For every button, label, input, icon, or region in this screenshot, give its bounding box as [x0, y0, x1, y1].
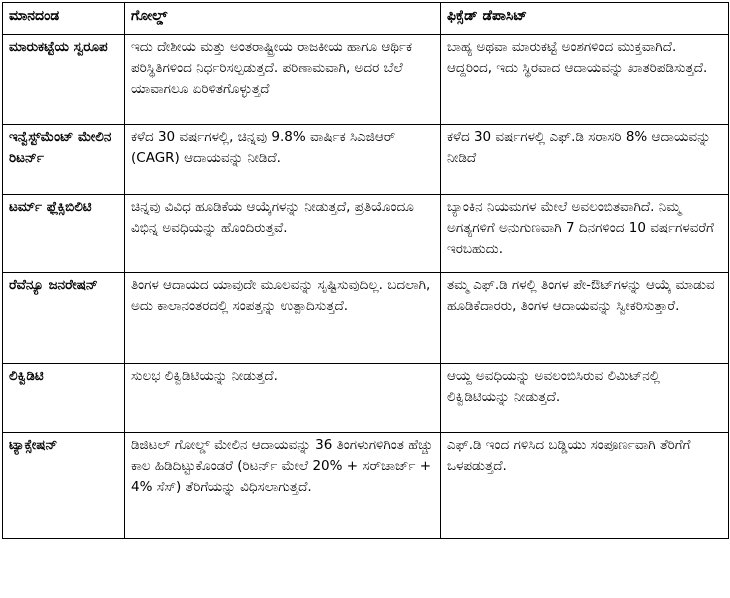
- criteria-cell: ಟ್ಯಾಕ್ಸೇಷನ್: [3, 433, 125, 539]
- gold-cell: ಕಳೆದ 30 ವರ್ಷಗಳಲ್ಲಿ, ಚಿನ್ನವು 9.8% ವಾರ್ಷಿಕ ಸಿಎಜಿಆರ್ (CAGR) ಆದಾಯವನ್ನು ನೀಡಿದೆ.: [125, 125, 441, 195]
- header-fixed-deposit: ಫಿಕ್ಸೆಡ್ ಡೆಪಾಸಿಟ್: [441, 3, 729, 35]
- criteria-cell: ರೆವೆನ್ಯೂ ಜನರೇಷನ್: [3, 273, 125, 364]
- fd-cell: ಎಫ್.ಡಿ ಇಂದ ಗಳಿಸಿದ ಬಡ್ಡಿಯು ಸಂಪೂರ್ಣವಾಗಿ ತೆರಿಗೆಗೆ ಒಳಪಡುತ್ತದೆ.: [441, 433, 729, 539]
- criteria-cell: ಮಾರುಕಟ್ಟೆಯ ಸ್ವರೂಪ: [3, 35, 125, 125]
- gold-cell: ತಿಂಗಳ ಆದಾಯದ ಯಾವುದೇ ಮೂಲವನ್ನು ಸೃಷ್ಟಿಸುವುದಿಲ್ಲ. ಬದಲಾಗಿ, ಅದು ಕಾಲಾನಂತರದಲ್ಲಿ ಸಂಪತ್ತನ್ನು ಉತ್ಪಾದಿಸುತ್ತದೆ.: [125, 273, 441, 364]
- table-row: [3, 364, 729, 433]
- fd-cell: ಆಯ್ದ ಅವಧಿಯನ್ನು ಅವಲಂಬಿಸಿರುವ ಲಿಮಿಟ್‌ನಲ್ಲಿ ಲಿಕ್ವಿಡಿಟಿಯನ್ನು ನೀಡುತ್ತದೆ.: [441, 364, 729, 433]
- gold-cell: ಸುಲಭ ಲಿಕ್ವಿಡಿಟಿಯನ್ನು ನೀಡುತ್ತದೆ.: [125, 364, 441, 433]
- table-row: [3, 195, 729, 273]
- header-row: [3, 3, 729, 35]
- fd-cell: ತಮ್ಮ ಎಫ್.ಡಿ ಗಳಲ್ಲಿ ತಿಂಗಳ ಪೇ-ಔಟ್‌ಗಳನ್ನು ಆಯ್ಕೆ ಮಾಡುವ ಹೂಡಿಕೆದಾರರು, ತಿಂಗಳ ಆದಾಯವನ್ನು ಸ್ವೀಕರಿಸುತ್ತಾರೆ.: [441, 273, 729, 364]
- criteria-cell: ಲಿಕ್ವಿಡಿಟಿ: [3, 364, 125, 433]
- header-criteria: ಮಾನದಂಡ: [3, 3, 125, 35]
- criteria-cell: ಟರ್ಮ್ ಫ್ಲೆಕ್ಸಿಬಿಲಿಟಿ: [3, 195, 125, 273]
- gold-cell: ಡಿಜಿಟಲ್ ಗೋಲ್ಡ್ ಮೇಲಿನ ಆದಾಯವನ್ನು 36 ತಿಂಗಳುಗಳಿಗಿಂತ ಹೆಚ್ಚು ಕಾಲ ಹಿಡಿದಿಟ್ಟುಕೊಂಡರೆ (ರಿಟರ್ನ್ ಮೇಲೆ 20% + ಸರ್‌ಚಾರ್ಜ್ + 4% ಸೆಸ್) ತೆರಿಗೆಯನ್ನು ವಿಧಿಸಲಾಗುತ್ತದೆ.: [125, 433, 441, 539]
- fd-cell: ಕಳೆದ 30 ವರ್ಷಗಳಲ್ಲಿ ಎಫ್.ಡಿ ಸರಾಸರಿ 8% ಆದಾಯವನ್ನು ನೀಡಿದೆ: [441, 125, 729, 195]
- header-gold: ಗೋಲ್ಡ್: [125, 3, 441, 35]
- gold-cell: ಚಿನ್ನವು ವಿವಿಧ ಹೂಡಿಕೆಯ ಆಯ್ಕೆಗಳನ್ನು ನೀಡುತ್ತದೆ, ಪ್ರತಿಯೊಂದೂ ವಿಭಿನ್ನ ಅವಧಿಯನ್ನು ಹೊಂದಿರುತ್ತವೆ.: [125, 195, 441, 273]
- table-row: [3, 125, 729, 195]
- fd-cell: ಬ್ಯಾಂಕಿನ ನಿಯಮಗಳ ಮೇಲೆ ಅವಲಂಬಿತವಾಗಿದೆ. ನಿಮ್ಮ ಅಗತ್ಯಗಳಿಗೆ ಅನುಗುಣವಾಗಿ 7 ದಿನಗಳಿಂದ 10 ವರ್ಷಗಳವರೆಗೆ ಇರಬಹುದು.: [441, 195, 729, 273]
- table-row: [3, 35, 729, 125]
- table-row: [3, 273, 729, 364]
- table-row: [3, 433, 729, 539]
- comparison-table: [2, 2, 729, 539]
- gold-cell: ಇದು ದೇಶೀಯ ಮತ್ತು ಅಂತರಾಷ್ಟ್ರೀಯ ರಾಜಕೀಯ ಹಾಗೂ ಆರ್ಥಿಕ ಪರಿಸ್ಥಿತಿಗಳಿಂದ ನಿರ್ಧರಿಸಲ್ಪಡುತ್ತದೆ. ಪರಿಣಾಮವಾಗಿ, ಅದರ ಬೆಲೆ ಯಾವಾಗಲೂ ಏರಿಳಿತಗೊಳ್ಳುತ್ತದೆ: [125, 35, 441, 125]
- fd-cell: ಬಾಹ್ಯ ಅಥವಾ ಮಾರುಕಟ್ಟೆ ಅಂಶಗಳಿಂದ ಮುಕ್ತವಾಗಿದೆ. ಆದ್ದರಿಂದ, ಇದು ಸ್ಥಿರವಾದ ಆದಾಯವನ್ನು ಖಾತರಿಪಡಿಸುತ್ತದೆ.: [441, 35, 729, 125]
- criteria-cell: ಇನ್ವೆಸ್ಟ್‌ಮೆಂಟ್ ಮೇಲಿನ ರಿಟರ್ನ್: [3, 125, 125, 195]
